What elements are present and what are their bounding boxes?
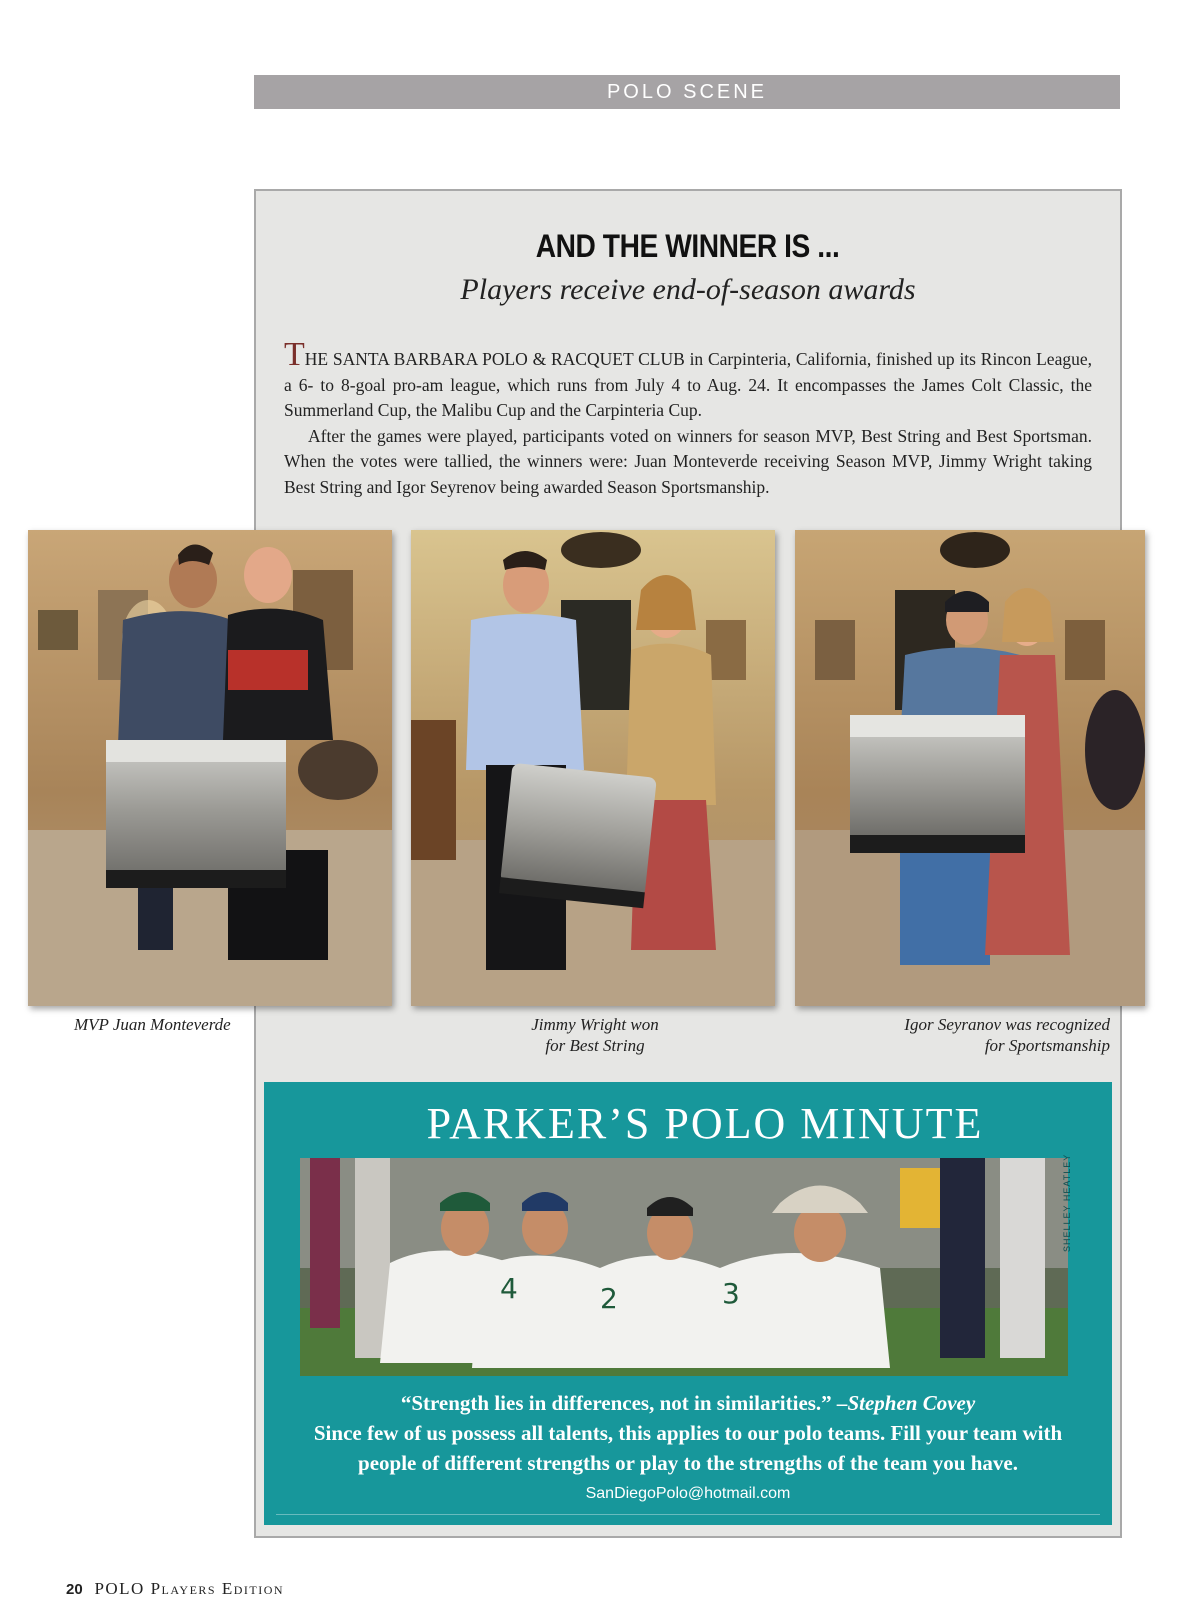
page-number: 20 xyxy=(66,1581,83,1598)
quote-line-3: people of different strengths or play to the strengths of the team you have. xyxy=(358,1451,1018,1475)
caption-mvp xyxy=(74,1014,264,1035)
drop-cap: T xyxy=(284,336,305,373)
paragraph-2: After the games were played, participants voted on winners for season MVP, Best String and Best Sportsman. When the votes were tallied, the winners were: Juan Monteverde receiving Season MVP, Jimmy Wright taking Best String and Igor Seyrenov being awarded Season Sportsmanship. xyxy=(284,425,1092,497)
quote-text: “Strength lies in differences, not in similarities.” xyxy=(400,1391,832,1415)
photo-best-string-image xyxy=(411,530,775,1006)
photo-best-string xyxy=(411,530,775,1006)
caption-sportsmanship xyxy=(880,1014,1110,1056)
photo-credit: SHELLEY HEATLEY xyxy=(1062,1153,1072,1252)
section-banner: POLO SCENE xyxy=(254,75,1120,109)
photo-mvp xyxy=(28,530,392,1006)
quote-line xyxy=(264,1388,1112,1418)
caption-best-string-line2: for Best String xyxy=(545,1036,645,1055)
article-subhead: Players receive end-of-season awards xyxy=(460,273,916,306)
caption-sportsmanship-line1: Igor Seyranov was recognized xyxy=(904,1015,1110,1034)
page-footer xyxy=(66,1579,284,1599)
caption-best-string xyxy=(500,1014,690,1056)
team-photo xyxy=(300,1158,1068,1376)
quote-author: –Stephen Covey xyxy=(836,1391,976,1415)
photo-sportsmanship-image xyxy=(795,530,1145,1006)
paragraph-1-text: HE SANTA BARBARA POLO & RACQUET CLUB in Carpinteria, California, finished up its Rincon League, a 6- to 8-goal pro-am league, which runs from July 4 to Aug. 24. It encompasses the James Colt Classic, the Summerland Cup, the Malibu Cup and the Carpinteria Cup. xyxy=(284,349,1092,420)
contact-email[interactable]: SanDiegoPolo@hotmail.com xyxy=(585,1485,791,1502)
article-body xyxy=(284,336,1092,500)
team-photo-image xyxy=(300,1158,1068,1376)
caption-mvp-text: MVP Juan Monteverde xyxy=(74,1015,231,1034)
svg-text:4: 4 xyxy=(500,1272,518,1305)
photo-sportsmanship xyxy=(795,530,1145,1006)
caption-best-string-line1: Jimmy Wright won xyxy=(531,1015,659,1034)
quote-line-2: Since few of us possess all talents, this applies to our polo teams. Fill your team with xyxy=(313,1421,1063,1445)
svg-text:3: 3 xyxy=(722,1277,740,1310)
svg-text:2: 2 xyxy=(600,1282,618,1315)
polo-minute-title: PARKER’S POLO MINUTE xyxy=(426,1099,984,1148)
photo-mvp-image xyxy=(28,530,392,1006)
article-headline: AND THE WINNER IS ... xyxy=(535,228,840,264)
paragraph-1 xyxy=(284,336,1092,424)
caption-sportsmanship-line2: for Sportsmanship xyxy=(984,1036,1110,1055)
publication-name: POLO Players Edition xyxy=(94,1579,285,1598)
